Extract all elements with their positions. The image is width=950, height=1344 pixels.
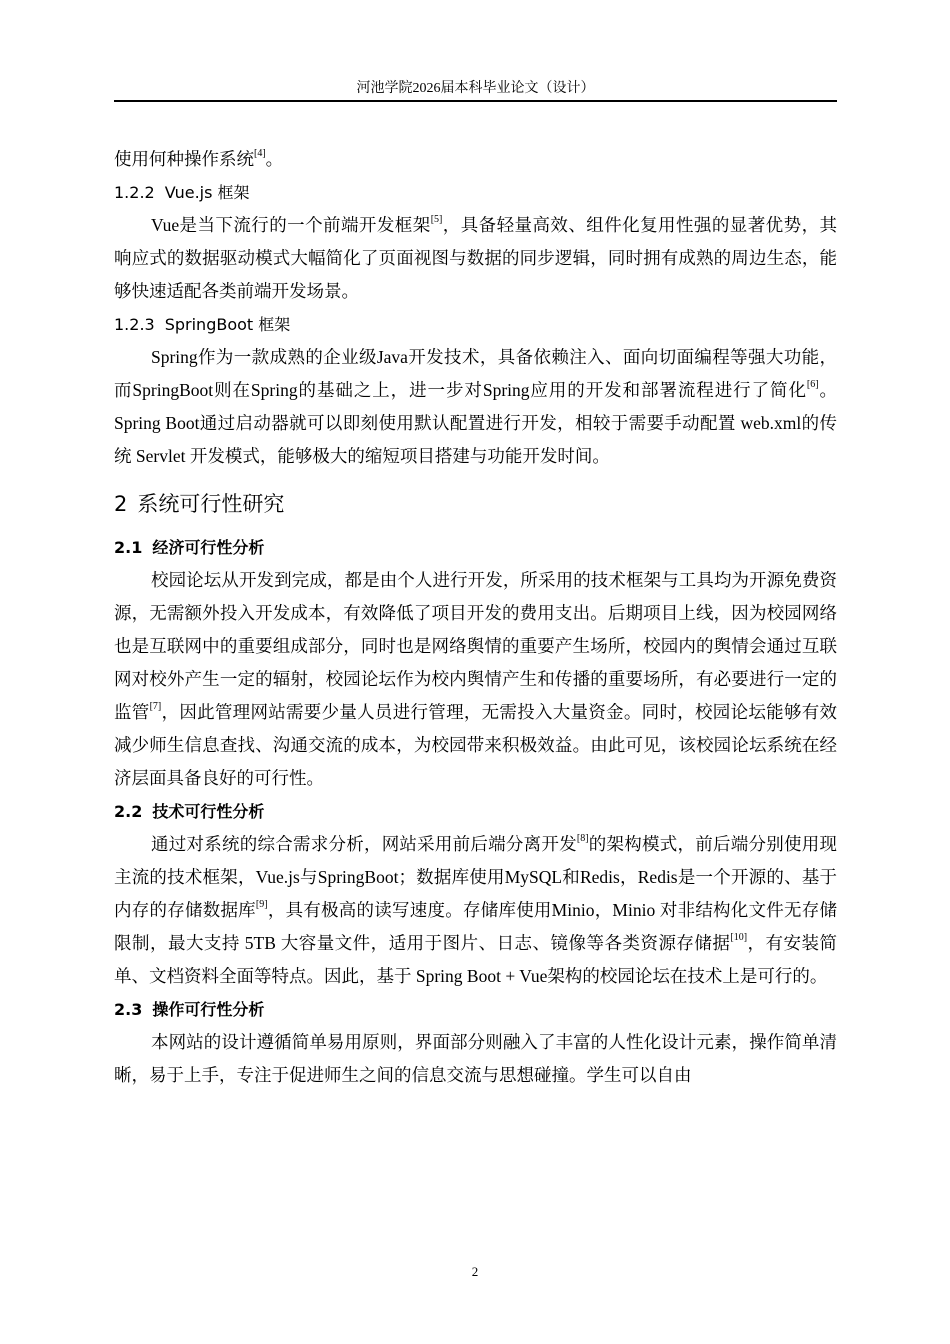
- section-number: 1.2.3: [114, 315, 155, 334]
- section-heading-2-2: [114, 795, 837, 828]
- citation-ref: [9]: [255, 899, 268, 911]
- paragraph-vue: [114, 209, 837, 308]
- section-heading-1-2-2: [114, 176, 837, 209]
- paragraph-text: 校园论坛从开发到完成，都是由个人进行开发，所采用的技术框架与工具均为开源免费资源，无需额外投入开发成本，有效降低了项目开发的费用支出。后期项目上线，因为校园网络也是互联网中的重要组成部分，同时也是网络舆情的重要产生场所，校园内的舆情会通过互联网对校外产生一定的辐射，校园论坛作为校内舆情产生和传播的重要场所，有必要进行一定的监管: [114, 570, 837, 722]
- paragraph-text: Vue是当下流行的一个前端开发框架: [151, 215, 431, 235]
- paragraph-text: 。: [265, 149, 284, 169]
- citation-ref: [5]: [430, 214, 443, 226]
- section-title: 技术可行性分析: [152, 802, 265, 821]
- running-header: 河池学院2026届本科毕业论文（设计）: [356, 81, 595, 96]
- section-title: SpringBoot 框架: [164, 315, 291, 334]
- paragraph-text: 本网站的设计遵循简单易用原则，界面部分则融入了丰富的人性化设计元素，操作简单清晰，易于上手，专注于促进师生之间的信息交流与思想碰撞。学生可以自由: [114, 1032, 837, 1085]
- citation-ref: [4]: [254, 148, 266, 160]
- citation-ref: [7]: [149, 701, 162, 713]
- chapter-number: 2: [114, 492, 128, 516]
- section-number: 2.2: [114, 802, 143, 821]
- paragraph-text: ，因此管理网站需要少量人员进行管理，无需投入大量资金。同时，校园论坛能够有效减少师生信息查找、沟通交流的成本，为校园带来积极效益。由此可见，该校园论坛系统在经济层面具备良好的可行性。: [114, 702, 838, 788]
- chapter-heading-2: [114, 487, 837, 521]
- section-title: 经济可行性分析: [152, 538, 265, 557]
- section-number: 2.3: [114, 1000, 143, 1019]
- paragraph-text: ，具有极高的读写速度。存储库使用Minio，Minio 对非结构化文件无存储限制，最大支持 5TB 大容量文件，适用于图片、日志、镜像等各类资源存储据: [114, 900, 837, 953]
- section-title: 操作可行性分析: [152, 1000, 265, 1019]
- paragraph-economic: [114, 564, 837, 795]
- citation-ref: [10]: [730, 932, 748, 944]
- citation-ref: [8]: [576, 833, 589, 845]
- section-heading-1-2-3: [114, 308, 837, 341]
- paragraph-text: ，具备轻量高效、组件化复用性强的显著优势，其响应式的数据驱动模式大幅简化了页面视图与数据的同步逻辑，同时拥有成熟的周边生态，能够快速适配各类前端开发场景。: [114, 215, 838, 301]
- citation-ref: [6]: [806, 379, 819, 391]
- header-rule: [114, 100, 837, 102]
- paragraph-text: Spring作为一款成熟的企业级Java开发技术，具备依赖注入、面向切面编程等强大功能，而SpringBoot则在Spring的基础之上，进一步对Spring应用的开发和部署流程进行了简化: [114, 347, 837, 400]
- page-number: 2: [471, 1264, 479, 1279]
- paragraph-text: 通过对系统的综合需求分析，网站采用前后端分离开发: [151, 834, 577, 854]
- section-heading-2-1: [114, 531, 837, 564]
- section-number: 1.2.2: [114, 183, 155, 202]
- paragraph-operation: [114, 1026, 837, 1092]
- chapter-title: 系统可行性研究: [137, 492, 285, 516]
- section-heading-2-3: [114, 993, 837, 1026]
- paragraph-text: 使用何种操作系统: [114, 149, 254, 169]
- paragraph-text: 的架构模式，前后端分别使用现主流的技术框架，Vue.js与SpringBoot；数据库使用MySQL和Redis，Redis是一个开源的、基于内存的存储数据库: [114, 834, 837, 920]
- paragraph-technical: [114, 828, 837, 993]
- paragraph-springboot: [114, 341, 837, 473]
- paragraph-text: 。Spring Boot通过启动器就可以即刻使用默认配置进行开发，相较于需要手动配置 web.xml的传统 Servlet 开发模式，能够极大的缩短项目搭建与功能开发时间。: [114, 380, 837, 466]
- paragraph-text: ，有安装简单、文档资料全面等特点。因此，基于 Spring Boot + Vue架构的校园论坛在技术上是可行的。: [114, 933, 837, 986]
- paragraph-continuation: [114, 143, 837, 176]
- section-title: Vue.js 框架: [164, 183, 250, 202]
- section-number: 2.1: [114, 538, 143, 557]
- page-body: [114, 143, 837, 1092]
